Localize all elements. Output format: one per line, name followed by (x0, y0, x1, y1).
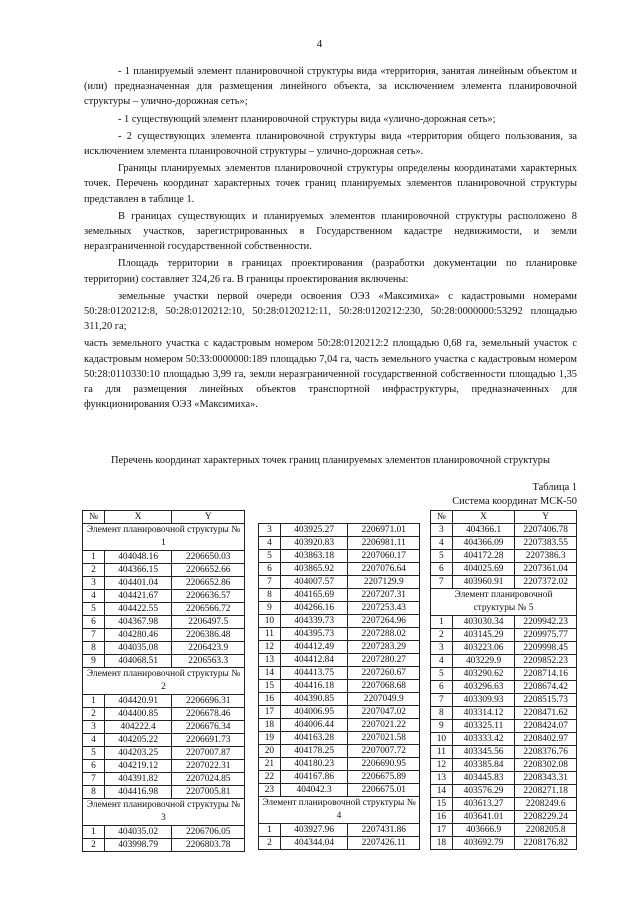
cell-x: 404006.95 (280, 706, 348, 719)
cell-n: 7 (431, 694, 453, 707)
cell-n: 13 (259, 654, 281, 667)
cell-x: 403998.79 (104, 839, 172, 852)
table-row (83, 551, 245, 564)
cell-x: 404035.02 (104, 826, 172, 839)
cell-x: 404366.09 (452, 537, 515, 550)
cell-y: 2208376.76 (515, 746, 577, 759)
table-row (259, 576, 420, 589)
cell-n: 15 (259, 680, 281, 693)
table-row (83, 629, 245, 642)
cell-y: 2207431.86 (348, 824, 420, 837)
table-row (431, 824, 577, 837)
cell-x: 404400.85 (104, 708, 172, 721)
table-row (431, 837, 577, 850)
cell-n: 1 (83, 695, 105, 708)
table-row (259, 732, 420, 745)
cell-x: 404165.69 (280, 589, 348, 602)
cell-y: 2207372.02 (515, 576, 577, 589)
cell-y: 2206423.9 (172, 642, 245, 655)
cell-x: 403666.9 (452, 824, 515, 837)
paragraph: В границах существующих и планируемых элементов планировочной структуры расположено 8 земельных участков, зарегистрированных в Государственном кадастре недвижимости, и земли неразграниченной государственной собственности. (84, 210, 577, 253)
cell-x: 404339.73 (280, 615, 348, 628)
cell-y: 2206675.01 (348, 784, 420, 797)
table-row (259, 641, 420, 654)
cell-n: 14 (259, 667, 281, 680)
table-caption: Перечень координат характерных точек границ планируемых элементов планировочной структуры (111, 455, 550, 466)
table-row (83, 564, 245, 577)
cell-x: 404367.98 (104, 616, 172, 629)
cell-n: 13 (431, 772, 453, 785)
cell-x: 404416.98 (104, 786, 172, 799)
body-text (84, 64, 577, 414)
cell-n: 9 (259, 602, 281, 615)
table-row (259, 537, 420, 550)
cell-n: 2 (83, 839, 105, 852)
cell-y: 2208229.24 (515, 811, 577, 824)
header-cell-x: X (104, 511, 172, 524)
table-row (83, 760, 245, 773)
cell-n: 5 (259, 550, 281, 563)
header-cell-y: Y (515, 511, 577, 524)
section-row (83, 524, 245, 551)
cell-y: 2209942.23 (515, 616, 577, 629)
cell-n: 7 (83, 773, 105, 786)
coordinates-table-left (82, 510, 245, 852)
cell-n: 16 (431, 811, 453, 824)
table-header-row (83, 511, 245, 524)
cell-x: 403960.91 (452, 576, 515, 589)
cell-n: 3 (431, 642, 453, 655)
cell-y: 2209852.23 (515, 655, 577, 668)
table-row (83, 826, 245, 839)
cell-n: 5 (431, 550, 453, 563)
section-row (259, 797, 420, 824)
cell-y: 2207076.64 (348, 563, 420, 576)
table-row (259, 758, 420, 771)
cell-n: 5 (431, 668, 453, 681)
table-row (259, 824, 420, 837)
cell-x: 403925.27 (280, 524, 348, 537)
cell-x: 403229.9 (452, 655, 515, 668)
table-row (83, 616, 245, 629)
cell-n: 20 (259, 745, 281, 758)
cell-y: 2208424.07 (515, 720, 577, 733)
cell-n: 16 (259, 693, 281, 706)
table-row (259, 563, 420, 576)
cell-x: 403927.96 (280, 824, 348, 837)
cell-x: 404007.57 (280, 576, 348, 589)
table-row (83, 721, 245, 734)
cell-n: 2 (431, 629, 453, 642)
cell-n: 4 (259, 537, 281, 550)
section-row (83, 799, 245, 826)
cell-n: 3 (83, 721, 105, 734)
cell-n: 5 (83, 603, 105, 616)
cell-n: 15 (431, 798, 453, 811)
table-row (259, 667, 420, 680)
cell-n: 6 (431, 563, 453, 576)
cell-x: 404412.49 (280, 641, 348, 654)
table-row (259, 706, 420, 719)
cell-n: 14 (431, 785, 453, 798)
cell-x: 404412.84 (280, 654, 348, 667)
cell-y: 2207024.85 (172, 773, 245, 786)
cell-n: 7 (259, 576, 281, 589)
cell-y: 2208674.42 (515, 681, 577, 694)
cell-x: 403920.83 (280, 537, 348, 550)
section-row (431, 589, 577, 616)
cell-x: 404366.15 (104, 564, 172, 577)
cell-x: 404006.44 (280, 719, 348, 732)
table-header-row (431, 511, 577, 524)
table-row (259, 628, 420, 641)
table-row (83, 839, 245, 852)
cell-x: 403345.56 (452, 746, 515, 759)
table-row (259, 693, 420, 706)
cell-n: 6 (431, 681, 453, 694)
cell-n: 10 (431, 733, 453, 746)
cell-y: 2207022.31 (172, 760, 245, 773)
paragraph: - 2 существующих элемента планировочной структуры вида «территория общего пользования, за исключением элемента планировочной структуры – улично-дорожная сеть». (84, 130, 577, 158)
section-title: Элемент планировочной структуры № 3 (83, 799, 245, 826)
cell-y: 2206696.31 (172, 695, 245, 708)
cell-n: 2 (259, 837, 281, 850)
cell-x: 404416.18 (280, 680, 348, 693)
cell-n: 3 (431, 524, 453, 537)
cell-y: 2206497.5 (172, 616, 245, 629)
cell-n: 8 (83, 786, 105, 799)
cell-n: 6 (83, 616, 105, 629)
cell-x: 404421.67 (104, 590, 172, 603)
cell-n: 23 (259, 784, 281, 797)
cell-n: 22 (259, 771, 281, 784)
cell-x: 403325.11 (452, 720, 515, 733)
cell-y: 2207207.31 (348, 589, 420, 602)
cell-y: 2207021.22 (348, 719, 420, 732)
cell-y: 2207260.67 (348, 667, 420, 680)
table-row (431, 681, 577, 694)
paragraph: - 1 планируемый элемент планировочной структуры вида «территория, занятая линейным объектом и (или) предназначенная для размещения линейного объекта, за исключением элемента планировочной структуры – улично-дорожная сеть»; (84, 66, 577, 108)
table-row (83, 734, 245, 747)
header-cell-num: № (431, 511, 453, 524)
cell-n: 12 (259, 641, 281, 654)
cell-y: 2207426.11 (348, 837, 420, 850)
cell-y: 2208343.31 (515, 772, 577, 785)
cell-x: 404344.04 (280, 837, 348, 850)
cell-y: 2207406.78 (515, 524, 577, 537)
table-row (431, 655, 577, 668)
cell-n: 2 (83, 708, 105, 721)
cell-n: 7 (83, 629, 105, 642)
cell-y: 2206675.89 (348, 771, 420, 784)
cell-n: 4 (431, 537, 453, 550)
table-row (431, 668, 577, 681)
table-row (83, 695, 245, 708)
table-row (83, 747, 245, 760)
cell-n: 3 (259, 524, 281, 537)
cell-y: 2207283.29 (348, 641, 420, 654)
cell-y: 2207280.27 (348, 654, 420, 667)
cell-n: 9 (431, 720, 453, 733)
cell-y: 2206650.03 (172, 551, 245, 564)
cell-y: 2208249.6 (515, 798, 577, 811)
cell-n: 3 (83, 577, 105, 590)
cell-y: 2206652.66 (172, 564, 245, 577)
cell-x: 404035.08 (104, 642, 172, 655)
cell-x: 404219.12 (104, 760, 172, 773)
cell-y: 2208271.18 (515, 785, 577, 798)
cell-n: 1 (83, 826, 105, 839)
cell-y: 2207129.9 (348, 576, 420, 589)
cell-y: 2209998.45 (515, 642, 577, 655)
table-row (83, 577, 245, 590)
cell-x: 404280.46 (104, 629, 172, 642)
cell-n: 21 (259, 758, 281, 771)
cell-n: 7 (431, 576, 453, 589)
paragraph: часть земельного участка с кадастровым номером 50:28:0120212:2 площадью 0,68 га, земельный участок с кадастровым номером 50:33:0000000:189 площадью 7,04 га, часть земельного участка с кадастровым номером 50:28:0110330:10 площадью 3,99 га, земли неразграниченной государственной собственности площадью 1,35 га для размещения линейных объектов транспортной инфраструктуры, предназначенных для функционирования ОЭЗ «Максимиха». (84, 338, 577, 411)
coordinates-table-right (430, 510, 577, 850)
cell-n: 2 (83, 564, 105, 577)
cell-x: 404266.16 (280, 602, 348, 615)
cell-y: 2206971.01 (348, 524, 420, 537)
cell-x: 403863.18 (280, 550, 348, 563)
cell-y: 2208471.62 (515, 707, 577, 720)
cell-n: 11 (431, 746, 453, 759)
cell-y: 2206563.3 (172, 655, 245, 668)
cell-x: 404025.69 (452, 563, 515, 576)
cell-x: 404366.1 (452, 524, 515, 537)
cell-n: 5 (83, 747, 105, 760)
cell-y: 2207007.72 (348, 745, 420, 758)
cell-x: 404222.4 (104, 721, 172, 734)
cell-y: 2207021.58 (348, 732, 420, 745)
table-row (431, 798, 577, 811)
table-row (259, 602, 420, 615)
cell-y: 2206706.05 (172, 826, 245, 839)
cell-y: 2206386.48 (172, 629, 245, 642)
table-row (431, 772, 577, 785)
cell-y: 2207005.81 (172, 786, 245, 799)
cell-x: 403576.29 (452, 785, 515, 798)
cell-y: 2207047.02 (348, 706, 420, 719)
cell-n: 10 (259, 615, 281, 628)
header-cell-num: № (83, 511, 105, 524)
table-row (431, 811, 577, 824)
table-row (83, 773, 245, 786)
cell-y: 2207253.43 (348, 602, 420, 615)
table-row (83, 603, 245, 616)
cell-x: 404390.85 (280, 693, 348, 706)
coordinates-table-middle (258, 523, 420, 850)
cell-x: 403613.27 (452, 798, 515, 811)
cell-x: 403296.63 (452, 681, 515, 694)
table-row (259, 745, 420, 758)
cell-n: 1 (83, 551, 105, 564)
table-row (431, 616, 577, 629)
cell-x: 404422.55 (104, 603, 172, 616)
cell-x: 403314.12 (452, 707, 515, 720)
table-row (431, 785, 577, 798)
cell-x: 404048.16 (104, 551, 172, 564)
cell-n: 12 (431, 759, 453, 772)
paragraph: земельные участки первой очереди освоения ОЭЗ «Максимиха» с кадастровыми номерами 50:28:0120212:8, 50:28:0120212:10, 50:28:0120212:11, 50:28:0120212:230, 50:28:0000000:53292 площадью 311,20 га; (84, 290, 577, 333)
cell-y: 2207264.96 (348, 615, 420, 628)
cell-y: 2207060.17 (348, 550, 420, 563)
cell-x: 404413.75 (280, 667, 348, 680)
cell-x: 403333.42 (452, 733, 515, 746)
cell-x: 403692.79 (452, 837, 515, 850)
table-row (259, 771, 420, 784)
cell-n: 4 (83, 734, 105, 747)
cell-y: 2207383.55 (515, 537, 577, 550)
cell-y: 2208714.16 (515, 668, 577, 681)
table-row (431, 733, 577, 746)
cell-y: 2208176.82 (515, 837, 577, 850)
cell-n: 1 (431, 616, 453, 629)
cell-n: 4 (431, 655, 453, 668)
table-row (259, 654, 420, 667)
table-row (431, 563, 577, 576)
table-row (259, 784, 420, 797)
cell-y: 2206652.86 (172, 577, 245, 590)
page-number: 4 (316, 38, 323, 50)
cell-x: 403445.83 (452, 772, 515, 785)
section-row (83, 668, 245, 695)
table-row (259, 550, 420, 563)
cell-y: 2207007.87 (172, 747, 245, 760)
cell-x: 404178.25 (280, 745, 348, 758)
cell-n: 4 (83, 590, 105, 603)
cell-x: 404391.82 (104, 773, 172, 786)
cell-n: 18 (431, 837, 453, 850)
header-cell-y: Y (172, 511, 245, 524)
cell-y: 2206981.11 (348, 537, 420, 550)
cell-x: 404163.28 (280, 732, 348, 745)
cell-n: 6 (259, 563, 281, 576)
cell-x: 403223.06 (452, 642, 515, 655)
cell-y: 2206566.72 (172, 603, 245, 616)
cell-n: 17 (431, 824, 453, 837)
header-cell-x: X (452, 511, 515, 524)
cell-n: 17 (259, 706, 281, 719)
cell-y: 2208515.73 (515, 694, 577, 707)
cell-x: 404180.23 (280, 758, 348, 771)
section-title: Элемент планировочной структуры № 1 (83, 524, 245, 551)
cell-y: 2206676.34 (172, 721, 245, 734)
table-row (431, 524, 577, 537)
cell-x: 403641.01 (452, 811, 515, 824)
cell-n: 11 (259, 628, 281, 641)
table-row (259, 615, 420, 628)
cell-y: 2206678.46 (172, 708, 245, 721)
cell-n: 6 (83, 760, 105, 773)
cell-y: 2209975.77 (515, 629, 577, 642)
section-title: Элемент планировочной структуры № 2 (83, 668, 245, 695)
cell-x: 404042.3 (280, 784, 348, 797)
table-number: Таблица 1 (532, 482, 577, 493)
cell-x: 403865.92 (280, 563, 348, 576)
paragraph: Площадь территории в границах проектирования (разработки документации по планировке территории) составляет 324,26 га. В границы проектирования включены: (84, 258, 577, 285)
cell-x: 404205.22 (104, 734, 172, 747)
coordinate-system: Система координат МСК-50 (452, 496, 577, 507)
cell-n: 1 (259, 824, 281, 837)
cell-x: 404203.25 (104, 747, 172, 760)
table-row (259, 524, 420, 537)
cell-y: 2207068.68 (348, 680, 420, 693)
table-row (431, 576, 577, 589)
table-row (83, 786, 245, 799)
table-row (259, 680, 420, 693)
table-row (431, 550, 577, 563)
paragraph: - 1 существующий элемент планировочной структуры вида «улично-дорожная сеть»; (118, 113, 496, 125)
cell-x: 404401.04 (104, 577, 172, 590)
cell-y: 2206690.95 (348, 758, 420, 771)
cell-y: 2206803.78 (172, 839, 245, 852)
table-row (83, 708, 245, 721)
cell-n: 18 (259, 719, 281, 732)
table-row (83, 590, 245, 603)
table-row (431, 537, 577, 550)
table-row (259, 719, 420, 732)
cell-y: 2208402.97 (515, 733, 577, 746)
cell-y: 2207049.9 (348, 693, 420, 706)
table-row (431, 720, 577, 733)
table-row (431, 746, 577, 759)
cell-y: 2207288.02 (348, 628, 420, 641)
cell-x: 404068.51 (104, 655, 172, 668)
table-row (431, 759, 577, 772)
cell-x: 403385.84 (452, 759, 515, 772)
cell-n: 8 (431, 707, 453, 720)
cell-y: 2208302.08 (515, 759, 577, 772)
cell-x: 404395.73 (280, 628, 348, 641)
cell-x: 403145.29 (452, 629, 515, 642)
cell-n: 8 (83, 642, 105, 655)
table-row (259, 589, 420, 602)
table-row (431, 642, 577, 655)
table-row (259, 837, 420, 850)
cell-y: 2206636.57 (172, 590, 245, 603)
cell-x: 403290.62 (452, 668, 515, 681)
cell-x: 404172.28 (452, 550, 515, 563)
cell-y: 2207361.04 (515, 563, 577, 576)
cell-y: 2207386.3 (515, 550, 577, 563)
table-row (83, 655, 245, 668)
section-title: Элемент планировочной структуры № 4 (259, 797, 420, 824)
cell-y: 2206691.73 (172, 734, 245, 747)
table-row (431, 629, 577, 642)
cell-x: 403309.93 (452, 694, 515, 707)
section-title: Элемент планировочной структуры № 5 (431, 589, 577, 616)
cell-x: 404167.86 (280, 771, 348, 784)
table-row (431, 707, 577, 720)
cell-x: 404420.91 (104, 695, 172, 708)
cell-y: 2208205.8 (515, 824, 577, 837)
table-row (431, 694, 577, 707)
cell-x: 403030.34 (452, 616, 515, 629)
cell-n: 8 (259, 589, 281, 602)
paragraph: Границы планируемых элементов планировочной структуры определены координатами характерных точек. Перечень координат характерных точек границ планируемых элементов планировочной структуры представлен в таблице 1. (84, 163, 577, 205)
cell-n: 9 (83, 655, 105, 668)
cell-n: 19 (259, 732, 281, 745)
table-row (83, 642, 245, 655)
